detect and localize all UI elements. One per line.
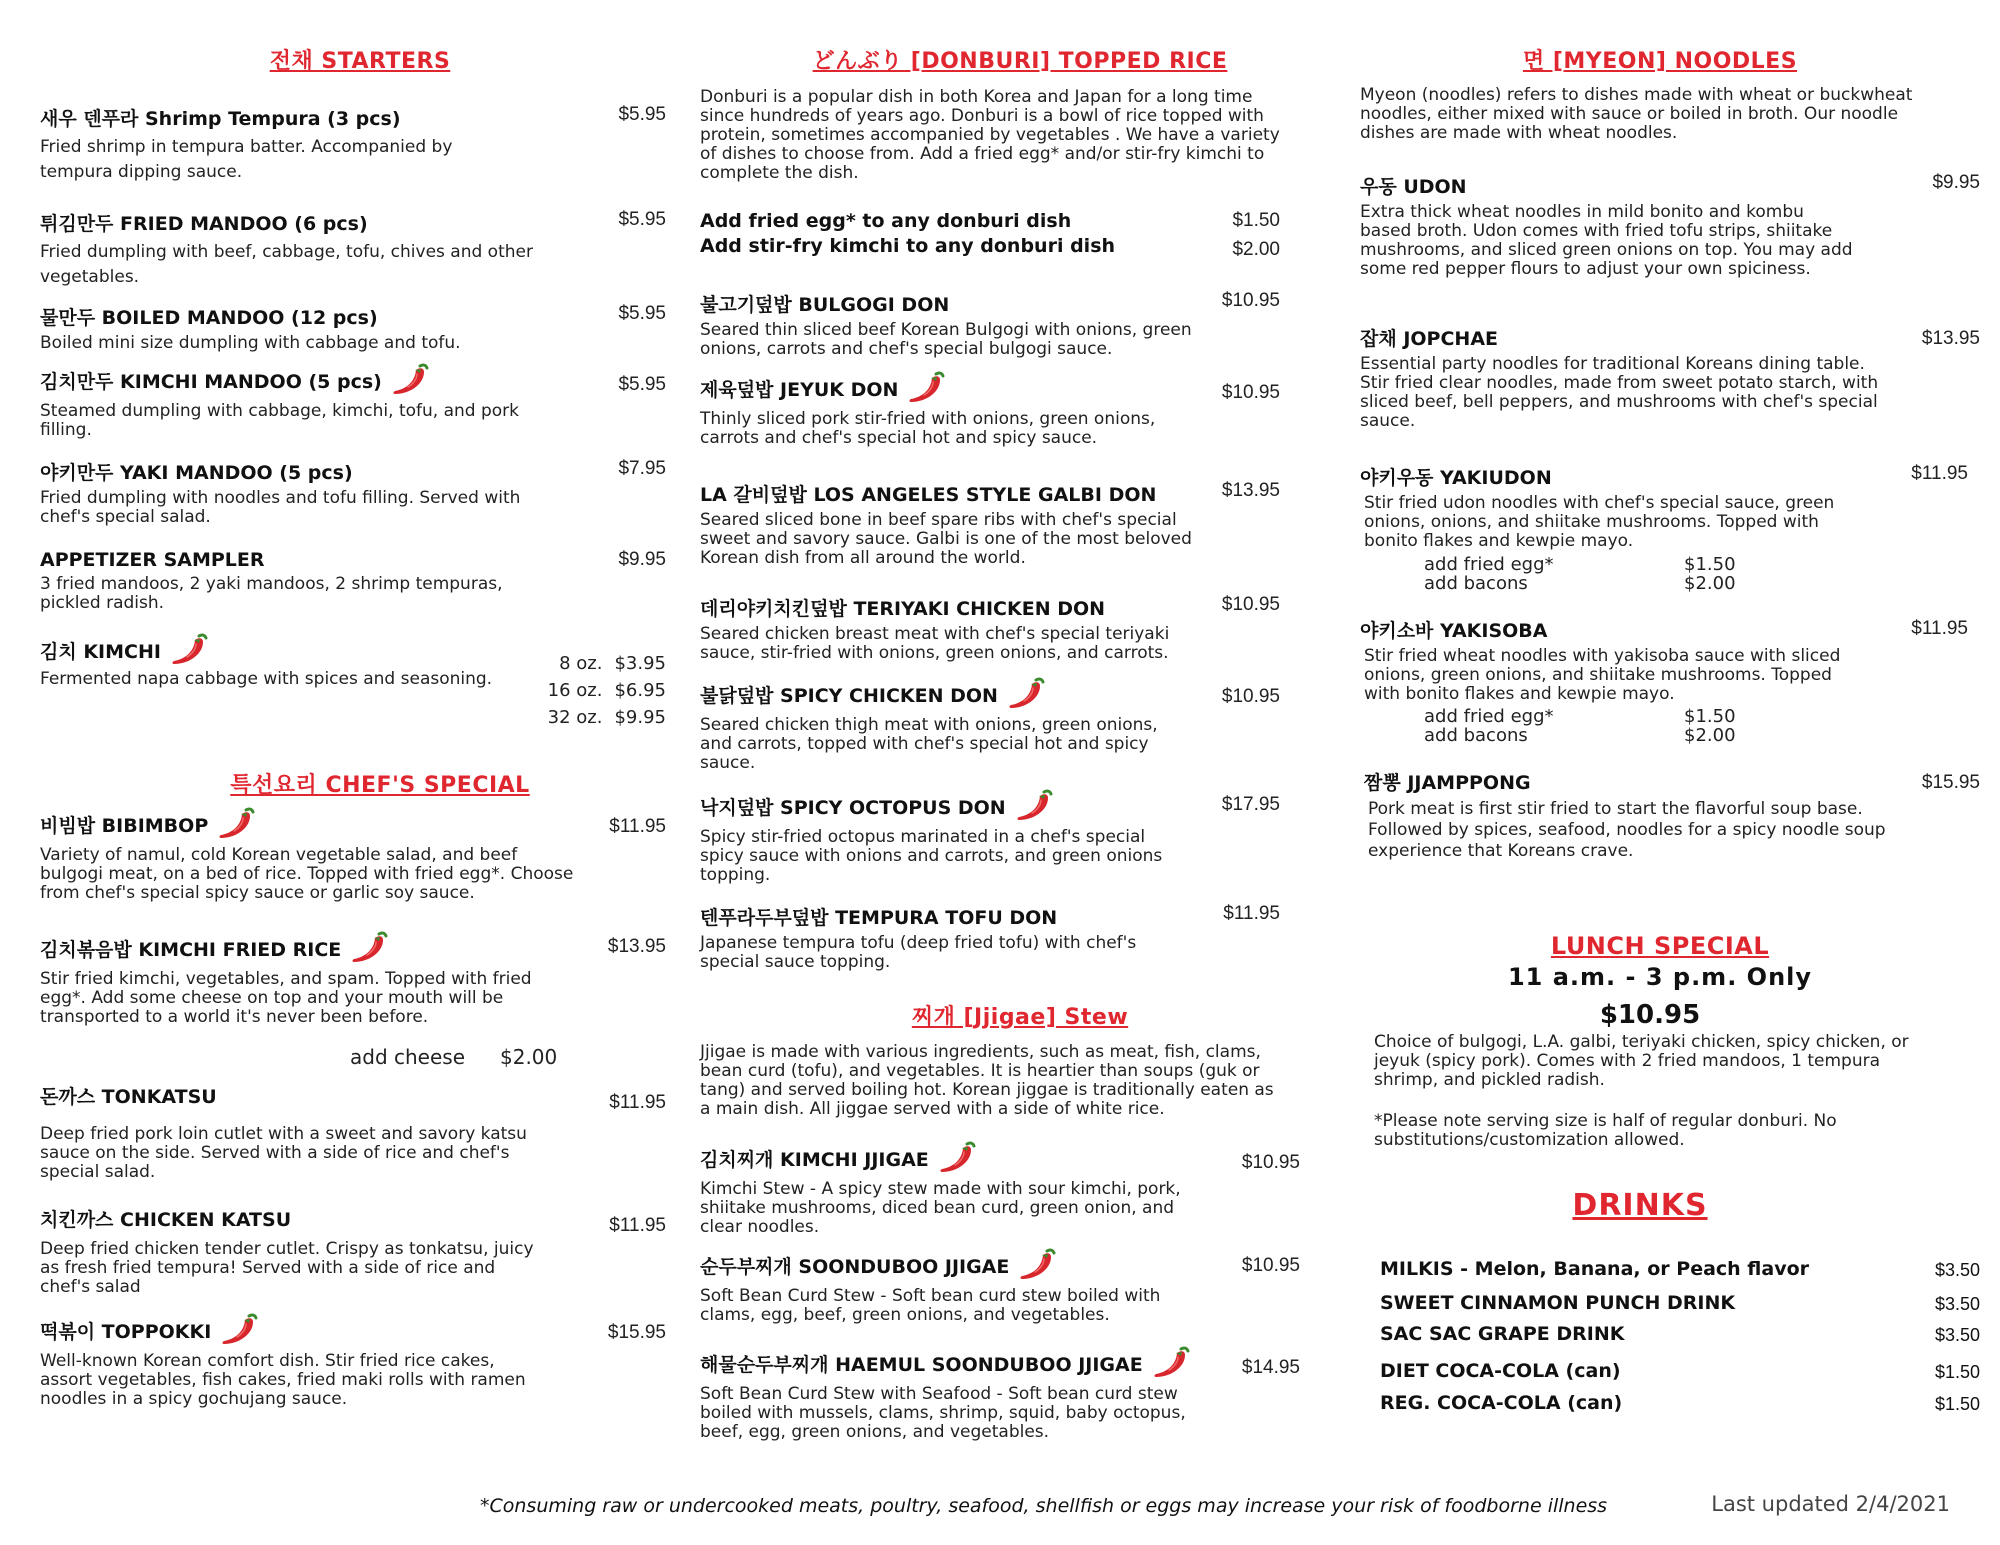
item-desc: Essential party noodles for traditional Koreans dining table. Stir fried clear noodles, made from sweet potato starch, with sliced beef, bell peppers, and mushrooms with chef's special sauce. <box>1360 354 1879 431</box>
addon-price: $1.50 <box>1684 706 1736 727</box>
donburi-addon <box>700 210 1340 232</box>
item-name: 우동 UDON <box>1360 176 1467 198</box>
item-price: $5.95 <box>618 303 666 324</box>
item-desc: Seared thin sliced beef Korean Bulgogi with onions, green onions, carrots and chef's special bulgogi sauce. <box>700 320 1192 359</box>
item-desc: Stir fried udon noodles with chef's special sauce, green onions, onions, and shiitake mushrooms. Topped with bonito flakes and kewpie mayo. <box>1364 493 1835 551</box>
addon-price: $2.00 <box>1684 725 1736 746</box>
addon-price: $2.00 <box>1232 239 1280 260</box>
chili-pepper-icon <box>390 362 430 398</box>
item-name-text: 김치만두 KIMCHI MANDOO (5 pcs) <box>40 370 382 393</box>
menu-item <box>1360 463 1980 551</box>
item-name: 짬뽕 JJAMPPONG <box>1364 772 1531 794</box>
menu-item <box>700 594 1340 663</box>
item-name-text: 김치볶음밥 KIMCHI FRIED RICE <box>40 938 342 961</box>
item-desc: Seared sliced bone in beef spare ribs with chef's special sweet and savory sauce. Galbi is one of the most beloved Korean dish from all around the world. <box>700 510 1192 568</box>
jjigae-title: 찌개 [Jjigae] Stew <box>911 1005 1129 1030</box>
lunch-note: *Please note serving size is half of regular donburi. No substitutions/customization allowed. <box>1374 1111 1837 1150</box>
item-price: $11.95 <box>609 816 666 837</box>
addon-price: $2.00 <box>1684 573 1736 594</box>
menu-item <box>700 1140 1340 1237</box>
item-price: $15.95 <box>1921 772 1980 793</box>
addon-row <box>1424 726 1736 745</box>
drink-name: REG. COCA-COLA (can) <box>1380 1392 1623 1414</box>
item-price: $10.95 <box>1221 382 1280 403</box>
item-name: 불고기덮밥 BULGOGI DON <box>700 294 950 316</box>
item-name-text: 떡볶이 TOPPOKKI <box>40 1320 212 1343</box>
chili-pepper-icon <box>1151 1345 1191 1381</box>
menu-item <box>1360 172 1980 279</box>
item-name: 데리야키치킨덮밥 TERIYAKI CHICKEN DON <box>700 598 1106 620</box>
item-price: $5.95 <box>618 374 666 395</box>
menu-item <box>700 1247 1340 1325</box>
drink-name: SAC SAC GRAPE DRINK <box>1380 1323 1625 1345</box>
drink-name: MILKIS - Melon, Banana, or Peach flavor <box>1380 1258 1810 1280</box>
item-name: 치킨까스 CHICKEN KATSU <box>40 1209 292 1231</box>
item-price: $5.95 <box>618 104 666 125</box>
item-desc: Stir fried kimchi, vegetables, and spam. Topped with fried egg*. Add some cheese on top and your mouth will be transported to a world it's never been before. <box>40 969 532 1027</box>
drink-item <box>1380 1292 1980 1314</box>
menu-item <box>700 370 1340 448</box>
item-name <box>40 930 680 966</box>
chili-pepper-icon <box>1017 1247 1057 1283</box>
item-desc: Fermented napa cabbage with spices and seasoning. <box>40 669 493 689</box>
item-price: $5.95 <box>618 209 666 230</box>
jjigae-intro: Jjigae is made with various ingredients, such as meat, fish, clams, bean curd (tofu), and vegetables. It is heartier than soups (guk or tang) and served boiling hot. Korean jiggae is traditionally eaten as a main dish. All jiggae served with a side of white rice. <box>700 1042 1274 1119</box>
addon-label: Add stir-fry kimchi to any donburi dish <box>700 235 1116 257</box>
chili-pepper-icon <box>1014 788 1054 824</box>
item-name: 텐푸라두부덮밥 TEMPURA TOFU DON <box>700 907 1058 929</box>
item-name-text: 불닭덮밥 SPICY CHICKEN DON <box>700 684 998 707</box>
myeon-title: 면 [MYEON] NOODLES <box>1522 49 1798 74</box>
item-price: $11.95 <box>1911 618 1968 639</box>
item-name-text: 김치찌개 KIMCHI JJIGAE <box>700 1148 929 1171</box>
drink-item <box>1380 1258 1980 1280</box>
item-name <box>40 362 680 398</box>
drink-price: $3.50 <box>1934 1294 1980 1314</box>
cheese-addon <box>350 1045 558 1069</box>
item-desc: Stir fried wheat noodles with yakisoba sauce with sliced onions, green onions, and shiitake mushrooms. Topped with bonito flakes and kewpie mayo. <box>1364 646 1841 704</box>
item-name: 튀김만두 FRIED MANDOO (6 pcs) <box>40 213 368 235</box>
item-name-text: 김치 KIMCHI <box>40 640 161 663</box>
item-price: $10.95 <box>1241 1152 1300 1173</box>
lunch-hours: 11 a.m. - 3 p.m. Only <box>1507 963 1813 991</box>
chili-pepper-icon <box>219 1312 259 1348</box>
size-label: 16 oz. <box>547 680 603 701</box>
menu-item <box>40 930 680 1027</box>
item-price: $11.95 <box>609 1215 666 1236</box>
size-label: 8 oz. <box>559 653 603 674</box>
chili-pepper-icon <box>216 806 256 842</box>
item-desc: Pork meat is first stir fried to start the flavorful soup base. Followed by spices, seafood, noodles for a spicy noodle soup experience that Koreans crave. <box>1368 799 1886 861</box>
item-price: $10.95 <box>1221 594 1280 615</box>
size-price: $9.95 <box>614 707 666 728</box>
drink-item <box>1380 1323 1980 1345</box>
item-desc: Steamed dumpling with cabbage, kimchi, tofu, and pork filling. <box>40 401 519 440</box>
drink-name: SWEET CINNAMON PUNCH DRINK <box>1380 1292 1736 1314</box>
item-name: 돈까스 TONKATSU <box>40 1086 217 1108</box>
chili-pepper-icon <box>906 370 946 406</box>
item-name-text: 낙지덮밥 SPICY OCTOPUS DON <box>700 796 1006 819</box>
item-desc: 3 fried mandoos, 2 yaki mandoos, 2 shrimp tempuras, pickled radish. <box>40 574 503 613</box>
menu-item <box>40 362 680 440</box>
item-name: 물만두 BOILED MANDOO (12 pcs) <box>40 307 378 329</box>
size-price: $6.95 <box>614 680 666 701</box>
item-desc: Seared chicken thigh meat with onions, green onions, and carrots, topped with chef's special hot and spicy sauce. <box>700 715 1158 773</box>
drink-price: $1.50 <box>1934 1394 1980 1414</box>
addon-price: $2.00 <box>500 1045 558 1069</box>
item-name: 새우 덴푸라 Shrimp Tempura (3 pcs) <box>40 108 401 130</box>
menu-item <box>700 1345 1340 1442</box>
addon-price: $1.50 <box>1684 554 1736 575</box>
yakiudon-addons <box>1424 555 1736 593</box>
size-price: $3.95 <box>614 653 666 674</box>
donburi-intro: Donburi is a popular dish in both Korea and Japan for a long time since hundreds of years ago. Donburi is a bowl of rice topped with protein, sometimes accompanied by vegetables . We have a variety of dishes to choose from. Add a fried egg* and/or stir-fry kimchi to complete the dish. <box>700 87 1280 183</box>
item-desc: Extra thick wheat noodles in mild bonito and kombu based broth. Udon comes with fried tofu strips, shiitake mushrooms, and sliced green onions on top. You may add some red pepper flours to adjust your own spiciness. <box>1360 202 1853 279</box>
item-desc: Kimchi Stew - A spicy stew made with sour kimchi, pork, shiitake mushrooms, diced bean curd, green onion, and clear noodles. <box>700 1179 1181 1237</box>
item-desc: Spicy stir-fried octopus marinated in a chef's special spicy sauce with onions and carrots, and green onions topping. <box>700 827 1163 885</box>
item-price: $10.95 <box>1221 686 1280 707</box>
addon-label: add bacons <box>1424 725 1528 746</box>
donburi-title: どんぶり [DONBURI] TOPPED RICE <box>812 49 1228 74</box>
addon-row <box>1424 574 1736 593</box>
item-desc: Well-known Korean comfort dish. Stir fried rice cakes, assort vegetables, fish cakes, fried maki rolls with ramen noodles in a spicy gochujang sauce. <box>40 1351 526 1409</box>
addon-label: add fried egg* <box>1424 554 1554 575</box>
item-name: APPETIZER SAMPLER <box>40 549 265 571</box>
last-updated: Last updated 2/4/2021 <box>1711 1492 1950 1516</box>
item-name: 야키소바 YAKISOBA <box>1360 620 1548 642</box>
item-price: $11.95 <box>609 1092 666 1113</box>
item-name-text: 비빔밥 BIBIMBOP <box>40 814 209 837</box>
menu-item <box>40 458 680 527</box>
food-safety-warning: *Consuming raw or undercooked meats, poultry, seafood, shellfish or eggs may increase your risk of foodborne illness <box>480 1495 1608 1517</box>
item-name <box>40 1312 680 1348</box>
item-price: $13.95 <box>1221 480 1280 501</box>
menu-item <box>1360 616 1980 704</box>
chili-pepper-icon <box>169 632 209 668</box>
item-desc: Fried dumpling with beef, cabbage, tofu, chives and other vegetables. <box>40 242 533 287</box>
drink-name: DIET COCA-COLA (can) <box>1380 1360 1621 1382</box>
addon-label: add cheese <box>350 1045 466 1069</box>
item-desc: Soft Bean Curd Stew with Seafood - Soft bean curd stew boiled with mussels, clams, shrimp, squid, baby octopus, beef, egg, green onions, and vegetables. <box>700 1384 1186 1442</box>
item-name: 잡채 JOPCHAE <box>1360 328 1498 350</box>
drink-price: $3.50 <box>1934 1325 1980 1345</box>
item-name-text: 제육덮밥 JEYUK DON <box>700 378 899 401</box>
item-desc: Deep fried chicken tender cutlet. Crispy as tonkatsu, juicy as fresh fried tempura! Served with a side of rice and chef's salad <box>40 1239 534 1297</box>
menu-item <box>40 1312 680 1409</box>
size-row <box>548 677 666 704</box>
item-name <box>40 806 680 842</box>
menu-item <box>700 903 1340 972</box>
kimchi-size-list <box>548 650 666 731</box>
lunch-price: $10.95 <box>1599 1000 1701 1030</box>
item-desc: Boiled mini size dumpling with cabbage and tofu. <box>40 333 461 353</box>
menu-item <box>700 480 1340 568</box>
chili-pepper-icon <box>349 930 389 966</box>
menu-item <box>700 788 1340 885</box>
drinks-title: DRINKS <box>1572 1188 1708 1223</box>
item-price: $9.95 <box>1932 172 1980 193</box>
item-desc: Fried dumpling with noodles and tofu filling. Served with chef's special salad. <box>40 488 521 527</box>
menu-item <box>40 209 680 290</box>
item-desc: Fried shrimp in tempura batter. Accompanied by tempura dipping sauce. <box>40 137 453 182</box>
item-desc: Deep fried pork loin cutlet with a sweet and savory katsu sauce on the side. Served with a side of rice and chef's special salad. <box>40 1124 527 1182</box>
menu-item <box>40 104 680 185</box>
menu-item <box>40 303 680 353</box>
item-desc: Japanese tempura tofu (deep fried tofu) with chef's special sauce topping. <box>700 933 1137 972</box>
menu-item <box>40 806 680 903</box>
drink-price: $3.50 <box>1934 1260 1980 1280</box>
item-price: $7.95 <box>618 458 666 479</box>
chef-special-title: 특선요리 CHEF'S SPECIAL <box>230 773 530 798</box>
item-price: $15.95 <box>607 1322 666 1343</box>
item-price: $9.95 <box>618 549 666 570</box>
addon-label: Add fried egg* to any donburi dish <box>700 210 1072 232</box>
addon-row <box>1424 707 1736 726</box>
item-name-text: 해물순두부찌개 HAEMUL SOONDUBOO JJIGAE <box>700 1353 1143 1376</box>
chili-pepper-icon <box>1006 676 1046 712</box>
size-row <box>548 704 666 731</box>
item-desc: Soft Bean Curd Stew - Soft bean curd stew boiled with clams, egg, beef, green onions, and vegetables. <box>700 1286 1161 1325</box>
lunch-desc: Choice of bulgogi, L.A. galbi, teriyaki chicken, spicy chicken, or jeyuk (spicy pork). Comes with 2 fried mandoos, 1 tempura shrimp, and pickled radish. <box>1374 1032 1909 1090</box>
item-price: $10.95 <box>1241 1255 1300 1276</box>
chili-pepper-icon <box>937 1140 977 1176</box>
item-price: $11.95 <box>1223 903 1280 924</box>
drink-item <box>1380 1360 1980 1382</box>
donburi-addon <box>700 235 1340 260</box>
myeon-intro: Myeon (noodles) refers to dishes made with wheat or buckwheat noodles, either mixed with sauce or boiled in broth. Our noodle dishes are made with wheat noodles. <box>1360 85 1913 143</box>
item-price: $13.95 <box>607 936 666 957</box>
item-name-text: 순두부찌개 SOONDUBOO JJIGAE <box>700 1255 1010 1278</box>
addon-price: $1.50 <box>1232 210 1280 231</box>
menu-item <box>700 676 1340 773</box>
size-label: 32 oz. <box>547 707 603 728</box>
item-desc: Seared chicken breast meat with chef's special teriyaki sauce, stir-fried with onions, green onions, and carrots. <box>700 624 1170 663</box>
starters-title: 전채 STARTERS <box>269 49 451 74</box>
menu-item <box>40 549 680 613</box>
item-desc: Variety of namul, cold Korean vegetable salad, and beef bulgogi meat, on a bed of rice. Topped with fried egg*. Choose from chef's special spicy sauce or garlic soy sauce. <box>40 845 574 903</box>
menu-item <box>700 290 1340 359</box>
drink-item <box>1380 1392 1980 1414</box>
yakisoba-addons <box>1424 707 1736 745</box>
item-name: LA 갈비덮밥 LOS ANGELES STYLE GALBI DON <box>700 484 1157 506</box>
item-price: $14.95 <box>1241 1357 1300 1378</box>
lunch-special-title: LUNCH SPECIAL <box>1550 932 1770 960</box>
item-name: 야키만두 YAKI MANDOO (5 pcs) <box>40 462 353 484</box>
addon-label: add bacons <box>1424 573 1528 594</box>
item-price: $10.95 <box>1221 290 1280 311</box>
addon-row <box>350 1045 558 1069</box>
drink-price: $1.50 <box>1934 1362 1980 1382</box>
item-price: $17.95 <box>1221 794 1280 815</box>
addon-row <box>1424 555 1736 574</box>
item-price: $13.95 <box>1921 328 1980 349</box>
addon-label: add fried egg* <box>1424 706 1554 727</box>
menu-item <box>1360 324 1980 431</box>
item-price: $11.95 <box>1911 463 1968 484</box>
menu-item <box>40 1082 680 1182</box>
size-row <box>548 650 666 677</box>
menu-item <box>40 1205 680 1297</box>
item-desc: Thinly sliced pork stir-fried with onions, green onions, carrots and chef's special hot and spicy sauce. <box>700 409 1156 448</box>
menu-item <box>1360 768 1980 862</box>
item-name: 야키우동 YAKIUDON <box>1360 467 1552 489</box>
